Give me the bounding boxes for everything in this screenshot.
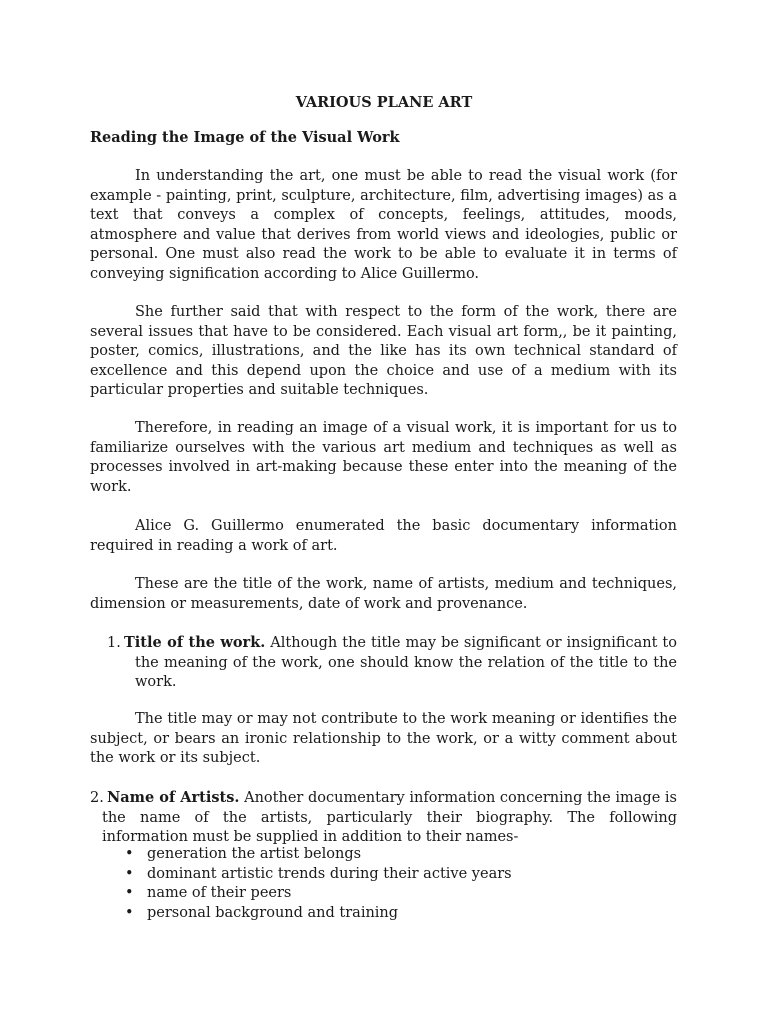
item-number: 2. bbox=[90, 790, 104, 806]
list-item-text: dominant artistic trends during their active years bbox=[147, 865, 512, 882]
bullet-icon: • bbox=[125, 846, 134, 862]
list-item bbox=[125, 884, 512, 904]
bullet-list bbox=[125, 845, 512, 923]
list-item bbox=[125, 865, 512, 885]
paragraph-1: In understanding the art, one must be able to read the visual work (for example - painting, print, sculpture, architecture, film, advertising images) as a text that conveys a complex of concepts, feelings, attitudes, moods, atmosphere and value that derives from world views and ideologies, public or personal. One must also read the work to be able to evaluate it in terms of conveying signification according to Alice Guillermo. bbox=[90, 168, 677, 282]
list-item bbox=[125, 904, 512, 924]
bullet-icon: • bbox=[125, 885, 134, 901]
list-item-text: personal background and training bbox=[147, 904, 399, 921]
item-1-paragraph: The title may or may not contribute to the work meaning or identifies the subject, or bears an ironic relationship to the work, or a witty comment about the work or its subject. bbox=[90, 711, 677, 766]
item-text: Although the title may be significant or insignificant to the meaning of the work, one should know the relation of the title to the work. bbox=[135, 635, 677, 690]
list-item-text: name of their peers bbox=[147, 885, 292, 901]
list-item bbox=[125, 845, 512, 865]
item-number: 1. bbox=[107, 635, 121, 651]
bullet-icon: • bbox=[125, 904, 134, 921]
numbered-item-2 bbox=[90, 788, 677, 848]
page-title: VARIOUS PLANE ART bbox=[295, 94, 473, 111]
paragraph-3: Therefore, in reading an image of a visual work, it is important for us to familiarize ourselves with the various art medium and techniques as well as processes involved in art-making because these enter into the meaning of the work. bbox=[90, 420, 677, 495]
paragraph-2: She further said that with respect to the form of the work, there are several issues that have to be considered. Each visual art form,, be it painting, poster, comics, illustrations, and the like has its own technical standard of excellence and this depend upon the choice and use of a medium with its particular properties and suitable techniques. bbox=[90, 304, 677, 398]
paragraph-4: Alice G. Guillermo enumerated the basic documentary information required in reading a work of art. bbox=[90, 518, 677, 554]
numbered-item-1 bbox=[90, 633, 677, 693]
list-item-text: generation the artist belongs bbox=[147, 846, 362, 862]
bullet-icon: • bbox=[125, 865, 134, 882]
section-heading: Reading the Image of the Visual Work bbox=[90, 129, 400, 146]
item-text: Another documentary information concerning the image is the name of the artists, particularly their biography. The following information must be supplied in addition to their names- bbox=[102, 790, 677, 845]
paragraph-5: These are the title of the work, name of artists, medium and techniques, dimension or measurements, date of work and provenance. bbox=[90, 576, 677, 612]
item-label: Title of the work. bbox=[124, 634, 266, 651]
item-label: Name of Artists. bbox=[107, 789, 240, 806]
